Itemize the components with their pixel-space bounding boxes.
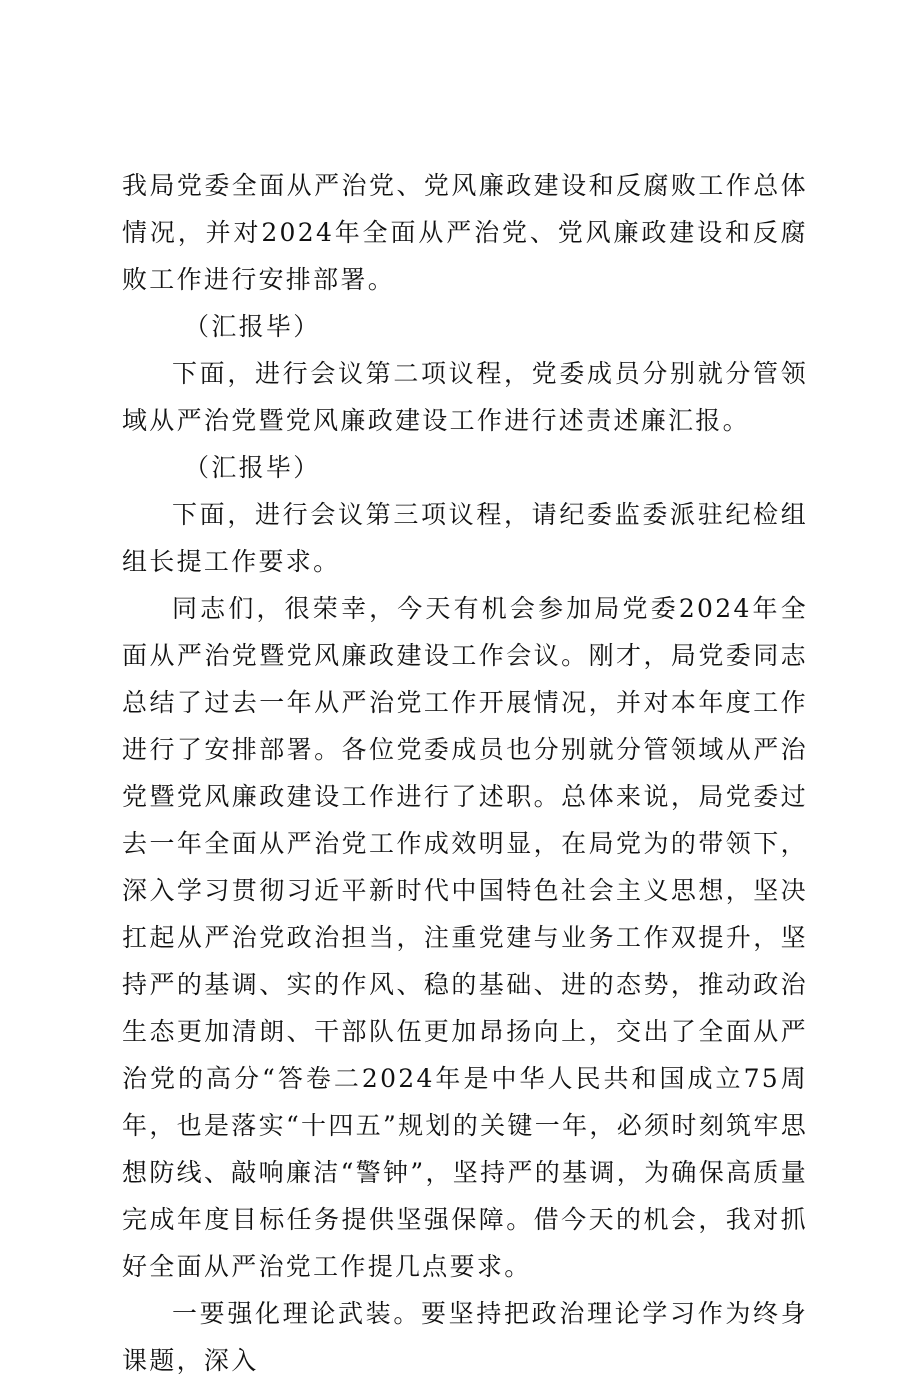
report-finished-note: （汇报毕） [184, 312, 321, 341]
document-body [122, 162, 808, 1384]
paragraph-speech: 同志们，很荣幸，今天有机会参加局党委2024年全面从严治党暨党风廉政建设工作会议。刚才，局党委同志总结了过去一年从严治党工作开展情况，并对本年度工作进行了安排部署。各位党委成员也分别就分管领域从严治党暨党风廉政建设工作进行了述职。总体来说，局党委过去一年全面从严治党工作成效明显，在局党为的带领下，深入学习贯彻习近平新时代中国特色社会主义思想，坚决扛起从严治党政治担当，注重党建与业务工作双提升，坚持严的基调、实的作风、稳的基础、进的态势，推动政治生态更加清朗、干部队伍更加昂扬向上，交出了全面从严治党的高分“答卷二2024年是中华人民共和国成立75周年，也是落实“十四五”规划的关键一年，必须时刻筑牢思想防线、敲响廉洁“警钟”，坚持严的基调，为确保高质量完成年度目标任务提供坚强保障。借今天的机会，我对抓好全面从严治党工作提几点要求。 [122, 594, 808, 1281]
paragraph-requirement-1: 一要强化理论武装。要坚持把政治理论学习作为终身课题，深入 [122, 1299, 808, 1375]
paragraph-continuation: 我局党委全面从严治党、党风廉政建设和反腐败工作总体情况，并对2024年全面从严治党、党风廉政建设和反腐败工作进行安排部署。 [122, 171, 808, 294]
paragraph-agenda-item-2: 下面，进行会议第二项议程，党委成员分别就分管领域从严治党暨党风廉政建设工作进行述责述廉汇报。 [122, 359, 808, 435]
paragraph-agenda-item-3: 下面，进行会议第三项议程，请纪委监委派驻纪检组组长提工作要求。 [122, 500, 808, 576]
report-finished-note: （汇报毕） [184, 453, 321, 482]
